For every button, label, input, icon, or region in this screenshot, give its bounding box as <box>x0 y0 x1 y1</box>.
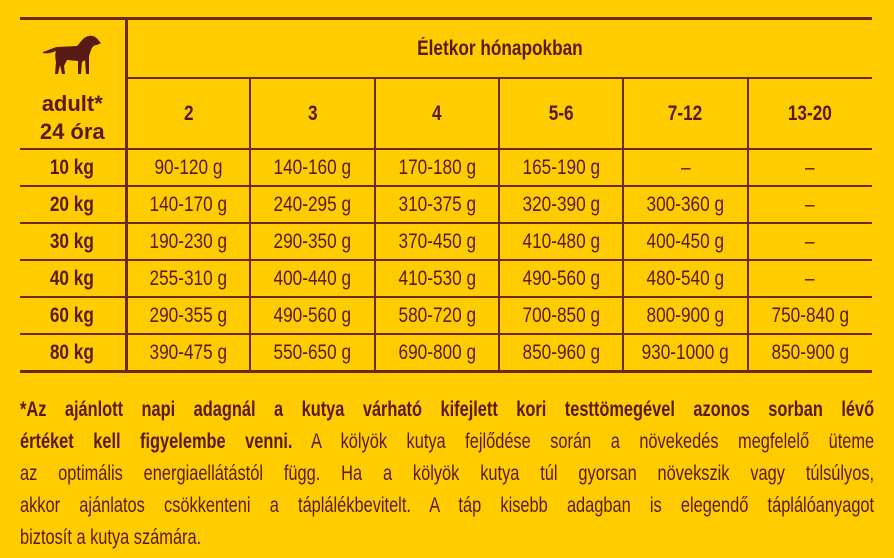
portion-cell <box>748 186 872 223</box>
table-row <box>20 260 872 297</box>
footnote-line-4: akkor ajánlatos csökkenteni a táplálékbevitelt. A táp kisebb adagban is elegendő táplálóanyagot <box>20 494 875 517</box>
portion-value: – <box>680 155 691 179</box>
portion-cell <box>375 260 499 297</box>
portion-value: 320-390 g <box>522 192 600 216</box>
portion-cell <box>748 297 872 334</box>
column-header <box>250 78 374 149</box>
portion-cell <box>250 334 374 372</box>
portion-value: 800-900 g <box>646 303 725 327</box>
weight-cell <box>20 260 126 297</box>
portion-cell <box>375 149 499 186</box>
portion-cell <box>623 186 747 223</box>
time-label: 24 óra <box>39 119 105 144</box>
portion-cell <box>375 334 499 372</box>
column-header <box>375 78 499 149</box>
table-row <box>20 149 872 186</box>
column-header-text: 13-20 <box>788 101 833 125</box>
portion-cell <box>126 297 250 334</box>
portion-value: – <box>805 192 816 216</box>
portion-cell <box>623 334 747 372</box>
portion-cell <box>499 297 623 334</box>
weight-label: 60 kg <box>50 303 95 327</box>
portion-cell <box>250 297 374 334</box>
footnote-line-5: biztosít a kutya számára. <box>20 526 202 549</box>
portion-value: – <box>805 155 816 179</box>
table-row <box>20 297 872 334</box>
footnote-text: A kölyök kutya fejlődése során a növekedés megfelelő üteme <box>292 430 875 453</box>
weight-label: 80 kg <box>50 340 95 364</box>
column-header <box>748 78 872 149</box>
table-row <box>20 334 872 372</box>
portion-value: 410-530 g <box>398 266 476 290</box>
portion-value: 400-440 g <box>273 266 352 290</box>
portion-value: 850-900 g <box>771 340 850 364</box>
weight-label: 20 kg <box>50 192 95 216</box>
portion-value: – <box>805 266 816 290</box>
portion-cell <box>250 223 374 260</box>
portion-value: 410-480 g <box>522 229 600 253</box>
portion-value: 480-540 g <box>646 266 725 290</box>
footnote <box>20 394 874 554</box>
portion-value: 300-360 g <box>646 192 725 216</box>
portion-value: – <box>805 229 816 253</box>
portion-value: 550-650 g <box>273 340 352 364</box>
portion-value: 700-850 g <box>522 303 600 327</box>
portion-cell <box>623 297 747 334</box>
weight-label: 30 kg <box>50 229 95 253</box>
portion-value: 165-190 g <box>522 155 600 179</box>
corner-cell <box>20 19 126 150</box>
portion-value: 930-1000 g <box>641 340 730 364</box>
portion-cell <box>499 149 623 186</box>
portion-cell <box>499 186 623 223</box>
portion-value: 490-560 g <box>522 266 600 290</box>
portion-value: 310-375 g <box>398 192 476 216</box>
weight-cell <box>20 149 126 186</box>
portion-value: 370-450 g <box>398 229 476 253</box>
footnote-line-1: *Az ajánlott napi adagnál a kutya várható kifejlett kori testtömegével azonos sorban lévő <box>20 398 875 421</box>
weight-cell <box>20 334 126 372</box>
portion-cell <box>623 223 747 260</box>
portion-value: 690-800 g <box>398 340 476 364</box>
weight-label: 10 kg <box>50 155 95 179</box>
column-header-text: 4 <box>432 101 442 125</box>
portion-value: 90-120 g <box>154 155 223 179</box>
table-row <box>20 223 872 260</box>
column-header <box>126 78 250 149</box>
portion-cell <box>375 223 499 260</box>
portion-cell <box>126 260 250 297</box>
portion-cell <box>375 297 499 334</box>
column-header-text: 7-12 <box>668 101 703 125</box>
weight-cell <box>20 223 126 260</box>
portion-value: 490-560 g <box>273 303 352 327</box>
portion-cell <box>126 223 250 260</box>
column-header-text: 2 <box>183 101 194 125</box>
dog-icon <box>37 34 107 78</box>
portion-cell <box>375 186 499 223</box>
portion-cell <box>623 149 747 186</box>
portion-cell <box>126 186 250 223</box>
portion-cell <box>499 334 623 372</box>
column-header-text: 5-6 <box>548 101 574 125</box>
weight-cell <box>20 186 126 223</box>
portion-value: 255-310 g <box>149 266 228 290</box>
portion-value: 190-230 g <box>149 229 228 253</box>
table-row <box>20 186 872 223</box>
footnote-line-3: az optimális energiaellátástól függ. Ha a kölyök kutya túl gyorsan növekszik vagy túlsúlyos, <box>20 462 875 485</box>
portion-value: 240-295 g <box>273 192 352 216</box>
weight-cell <box>20 297 126 334</box>
footnote-bold: értéket kell figyelembe venni. <box>20 430 293 453</box>
portion-value: 850-960 g <box>522 340 600 364</box>
portion-value: 140-160 g <box>273 155 352 179</box>
footnote-line-2 <box>20 426 874 458</box>
portion-cell <box>250 149 374 186</box>
portion-value: 580-720 g <box>398 303 476 327</box>
portion-cell <box>126 334 250 372</box>
portion-value: 290-355 g <box>149 303 228 327</box>
adult-label: adult* <box>41 91 103 116</box>
portion-value: 750-840 g <box>771 303 850 327</box>
column-header-text: 3 <box>307 101 318 125</box>
portion-cell <box>748 149 872 186</box>
header-title-text: Életkor hónapokban <box>416 36 583 60</box>
portion-cell <box>623 260 747 297</box>
portion-cell <box>748 260 872 297</box>
portion-value: 390-475 g <box>149 340 228 364</box>
header-title <box>126 19 872 79</box>
portion-value: 140-170 g <box>149 192 228 216</box>
portion-cell <box>499 223 623 260</box>
portion-cell <box>748 334 872 372</box>
portion-value: 170-180 g <box>398 155 476 179</box>
portion-cell <box>250 260 374 297</box>
column-header <box>499 78 623 149</box>
portion-cell <box>250 186 374 223</box>
portion-value: 400-450 g <box>646 229 725 253</box>
weight-label: 40 kg <box>50 266 95 290</box>
portion-cell <box>748 223 872 260</box>
column-header <box>623 78 747 149</box>
portion-cell <box>126 149 250 186</box>
feeding-table <box>20 17 872 373</box>
portion-value: 290-350 g <box>273 229 352 253</box>
portion-cell <box>499 260 623 297</box>
